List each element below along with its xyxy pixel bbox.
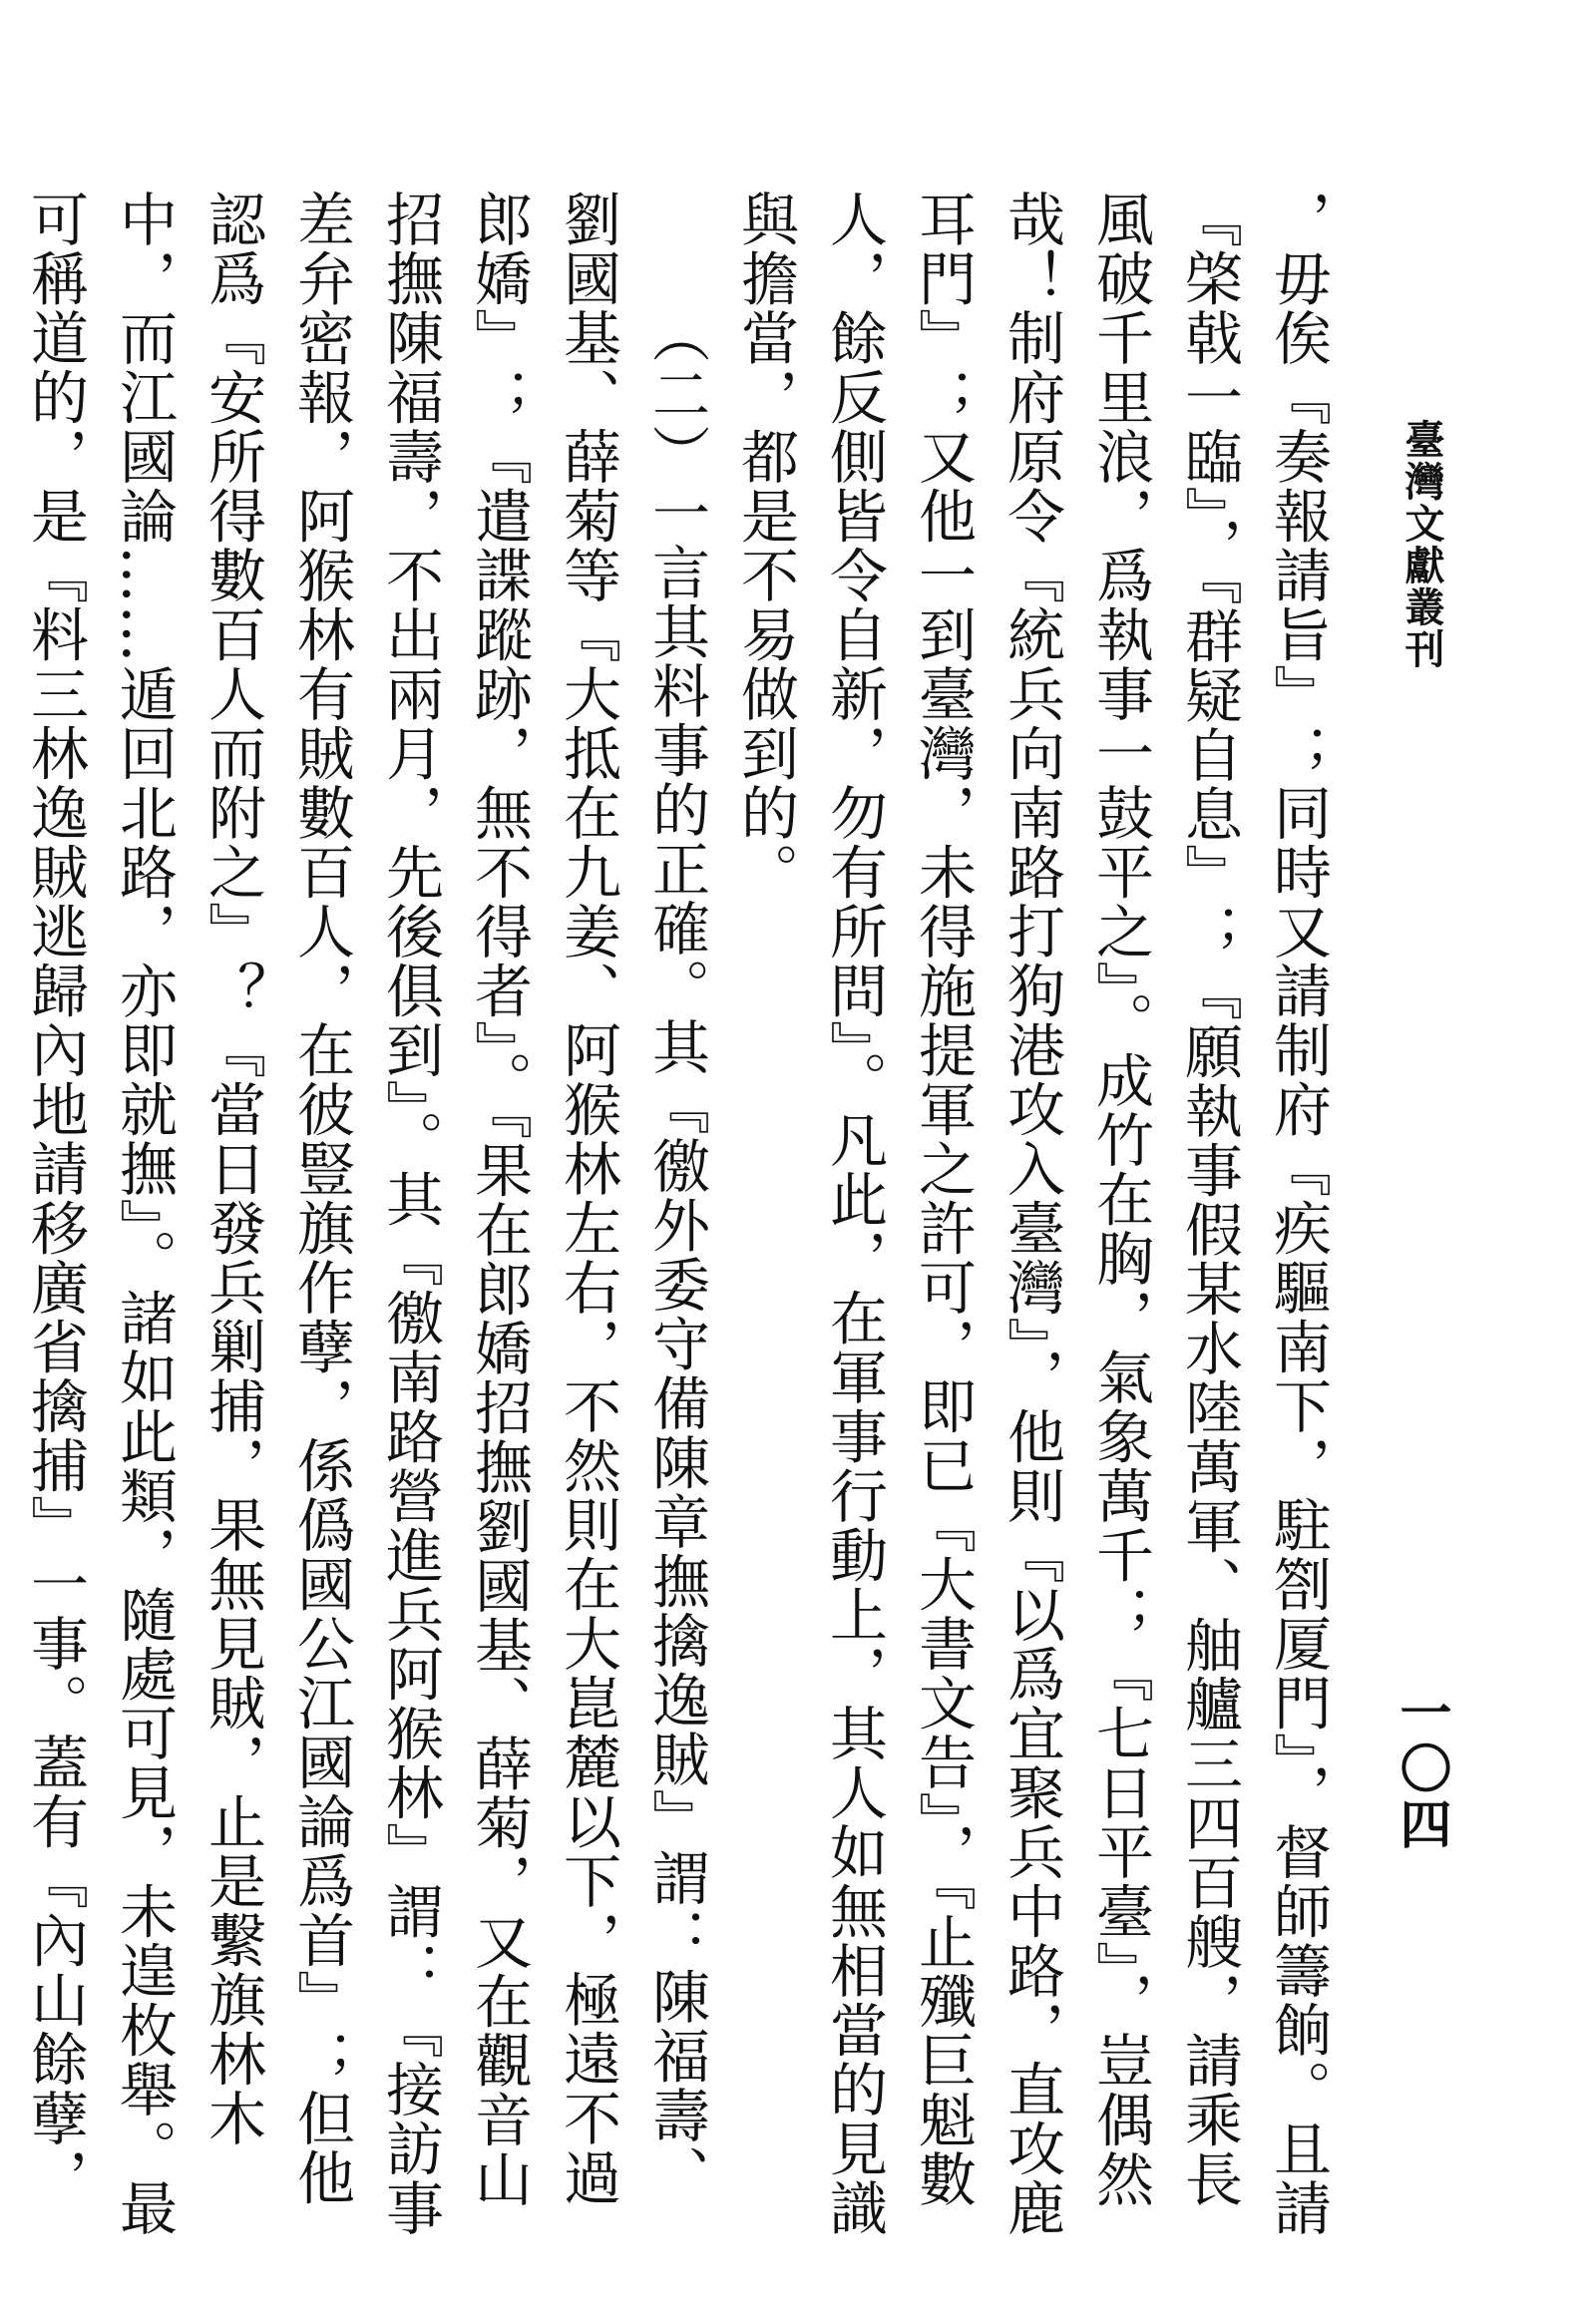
page-number: 一〇四 bbox=[1391, 1686, 1451, 1853]
body-text bbox=[21, 190, 1342, 2244]
running-header-title: 臺灣文獻叢刊 bbox=[1398, 419, 1445, 670]
paragraph-point-two: （二）一言其料事的正確。其『徼外委守備陳章撫擒逸賊』謂：陳福壽、劉國基、薛菊等『大抵在九姜、阿猴林左右，不然則在大崑麓以下，極遠不過郎嬌』；『遣諜蹤跡，無不得者』。『果在郎嬌招撫劉國基、薛菊，又在觀音山招撫陳福壽，不出兩月，先後俱到』。其『徼南路營進兵阿猴林』謂：『接訪事差弁密報，阿猴林有賊數百人，在彼豎旗作孽，係僞國公江國論爲首』；但他認爲『安所得數百人而附之』？『當日發兵剿捕，果無見賊，止是繫旗林木中，而江國論……遁回北路，亦即就撫』。諸如此類，隨處可見，未遑枚舉。最可稱道的，是『料三林逸賊逃歸內地請移廣省擒捕』一事。蓋有『內山餘孽， bbox=[21, 190, 710, 2238]
paragraph-continuation: ，毋俟『奏報請旨』；同時又請制府『疾驅南下，駐劄厦門』，督師籌餉。且請『棨戟一臨』，『群疑自息』；『願執事假某水陸萬軍、舳艫三四百艘，請乘長風破千里浪，爲執事一鼓平之』。成竹在胸，氣象萬千；『七日平臺』，豈偶然哉！制府原令『統兵向南路打狗港攻入臺灣』，他則『以爲宜聚兵中路，直攻鹿耳門』；又他一到臺灣，未得施提軍之許可，即已『大書文告』，『止殲巨魁數人，餘反側皆令自新，勿有所問』。凡此，在軍事行動上，其人如無相當的見識與擔當，都是不易做到的。 bbox=[731, 190, 1332, 2238]
